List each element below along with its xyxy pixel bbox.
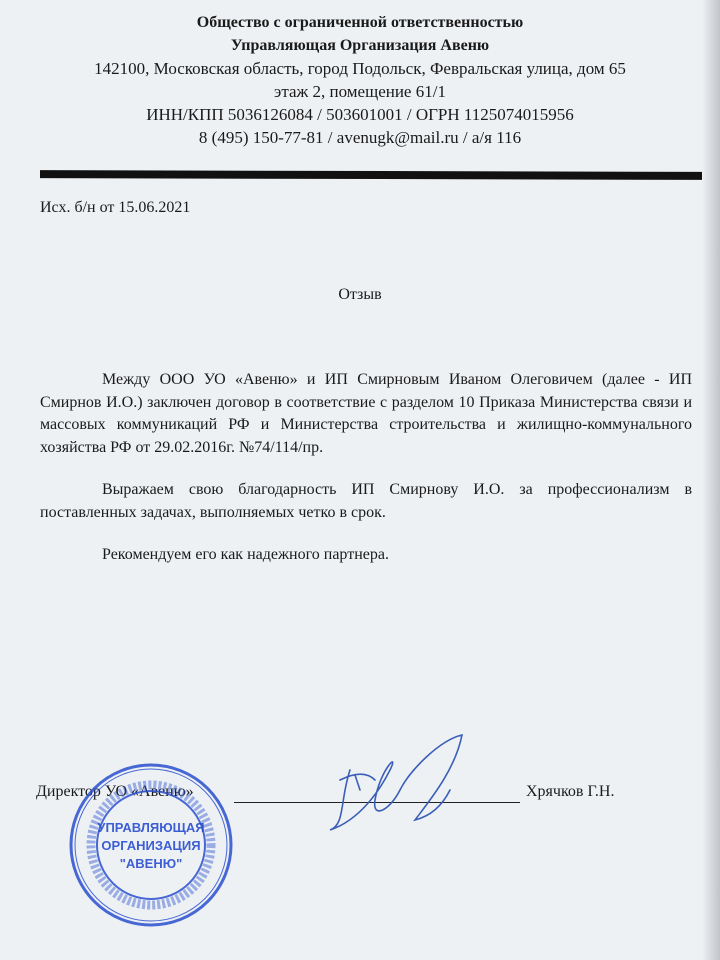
paragraph: Выражаем свою благодарность ИП Смирнову И.О. за профессионализм в поставленных задачах, выполняемых четко в срок. [40, 481, 692, 521]
address-line-1: 142100, Московская область, город Подольск, Февральская улица, дом 65 [94, 59, 626, 78]
stamp-text: ОРГАНИЗАЦИЯ [101, 838, 201, 853]
document-title: Отзыв [338, 286, 382, 303]
letterhead [0, 11, 720, 149]
header-divider [40, 170, 702, 180]
contacts: 8 (495) 150-77-81 / avenugk@mail.ru / а/я 116 [198, 128, 522, 147]
signatory-name: Хрячков Г.Н. [526, 783, 615, 800]
org-type: Общество с ограниченной ответственностью [196, 14, 524, 31]
outgoing-reference: Исх. б/н от 15.06.2021 [40, 199, 191, 216]
stamp-text: УПРАВЛЯЮЩАЯ [97, 820, 205, 835]
address-line-2: этаж 2, помещение 61/1 [274, 82, 446, 101]
paragraph: Рекомендуем его как надежного партнера. [102, 546, 389, 563]
paragraph: Между ООО УО «Авеню» и ИП Смирновым Иваном Олеговичем (далее - ИП Смирнов И.О.) заключен договор в соответствие с разделом 10 Приказа Министерства связи и массовых коммуникаций РФ и Министерства строительства и жилищно-коммунального хозяйства РФ от 29.02.2016г. №74/114/пр. [40, 371, 692, 456]
scan-edge-shadow [702, 0, 720, 960]
stamp-text: "АВЕНЮ" [119, 856, 183, 871]
handwritten-signature [320, 730, 490, 840]
org-name: Управляющая Организация Авеню [230, 37, 490, 54]
company-stamp [66, 760, 236, 930]
requisites: ИНН/КПП 5036126084 / 503601001 / ОГРН 1125074015956 [146, 105, 574, 124]
signatory-position: Директор УО «Авеню» [36, 783, 194, 800]
letter-body [40, 369, 692, 587]
